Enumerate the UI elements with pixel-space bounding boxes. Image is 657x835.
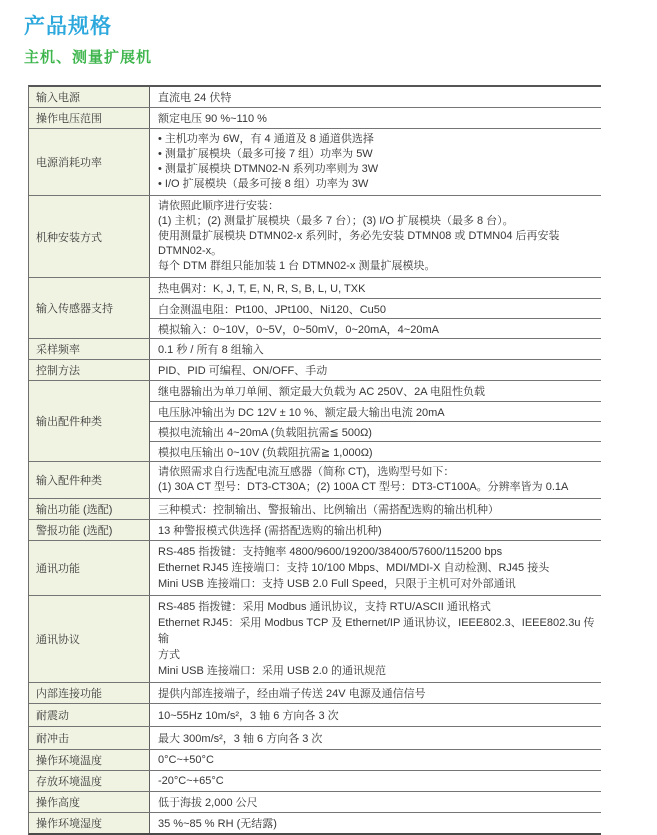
spec-value: 0.1 秒 / 所有 8 组输入 <box>158 344 264 356</box>
page-title: 产品规格 <box>24 15 112 38</box>
table-row-sampling-rate <box>29 338 601 359</box>
spec-value: 0°C~+50°C <box>158 754 214 766</box>
table-row-shock-resistance <box>29 726 601 749</box>
spec-value-line: Ethernet RJ45：采用 Modbus TCP 及 Ethernet/IP 通讯协议，IEEE802.3、IEEE802.3u 传输 <box>158 617 595 645</box>
table-row-operating-temperature <box>29 749 601 770</box>
spec-label: 控制方法 <box>29 360 150 380</box>
table-row-control-method <box>29 359 601 380</box>
spec-value-line: • 测量扩展模块（最多可接 7 组）功率为 5W <box>158 148 373 160</box>
table-row-power-consumption <box>29 128 601 195</box>
spec-value: 35 %~85 % RH (无结露) <box>158 818 277 830</box>
spec-label: 耐冲击 <box>29 727 150 749</box>
spec-value <box>150 596 601 682</box>
spec-label: 输入传感器支持 <box>29 278 150 338</box>
spec-value-line: 方式 <box>158 649 180 661</box>
table-row-input-accessories <box>29 461 601 498</box>
spec-value-line: 每个 DTM 群组只能加装 1 台 DTMN02-x 测量扩展模块。 <box>158 260 436 272</box>
spec-value-line: 请依照此顺序进行安装： <box>158 200 279 212</box>
spec-value: PID、PID 可编程、ON/OFF、手动 <box>158 365 328 377</box>
spec-value-line: 请依照需求自行选配电流互感器（简称 CT)，选购型号如下： <box>158 466 455 478</box>
spec-value-line: (1) 主机；(2) 测量扩展模块（最多 7 台）；(3) I/O 扩展模块（最多 8 台）。 <box>158 215 514 227</box>
table-row-communication-protocol <box>29 595 601 682</box>
spec-value: 10~55Hz 10m/s²，3 轴 6 方向各 3 次 <box>158 710 339 722</box>
table-row-operating-humidity <box>29 812 601 833</box>
spec-subrow: 电压脉冲输出为 DC 12V ± 10 %、额定最大输出电流 20mA <box>150 401 601 421</box>
spec-label: 操作环境温度 <box>29 750 150 770</box>
spec-value <box>150 381 601 461</box>
spec-value-line: 使用测量扩展模块 DTMN02-x 系列时，务必先安装 DTMN08 或 DTMN04 后再安装 <box>158 230 560 242</box>
spec-label: 输入配件种类 <box>29 462 150 498</box>
spec-value-line: RS-485 指拨键：采用 Modbus 通讯协议，支持 RTU/ASCII 通讯格式 <box>158 601 491 613</box>
spec-subrow: 模拟电流输出 4~20mA (负载阻抗需≦ 500Ω) <box>150 421 601 441</box>
spec-subrow: 继电器输出为单刀单闸、额定最大负载为 AC 250V、2A 电阻性负载 <box>158 386 485 398</box>
table-row-input-sensors <box>29 277 601 338</box>
table-row-installation <box>29 195 601 277</box>
spec-label: 操作高度 <box>29 792 150 812</box>
spec-value-line: Mini USB 连接端口：采用 USB 2.0 的通讯规范 <box>158 665 386 677</box>
table-row-input-power <box>29 87 601 107</box>
table-row-output-accessories <box>29 380 601 461</box>
spec-table <box>28 85 601 835</box>
table-row-communication-function <box>29 540 601 595</box>
spec-value <box>150 278 601 338</box>
table-row-voltage-range <box>29 107 601 128</box>
table-row-output-function <box>29 498 601 519</box>
spec-value: 13 种警报模式供选择 (需搭配选购的输出机种) <box>158 525 382 537</box>
spec-label: 操作电压范围 <box>29 108 150 128</box>
spec-value: -20°C~+65°C <box>158 775 224 787</box>
spec-label: 通讯功能 <box>29 541 150 595</box>
spec-value: 提供内部连接端子，经由端子传送 24V 电源及通信信号 <box>158 688 426 700</box>
spec-value: 低于海拔 2,000 公尺 <box>158 797 258 809</box>
spec-label: 输出功能 (选配) <box>29 499 150 519</box>
spec-subrow: 白金测温电阻：Pt100、JPt100、Ni120、Cu50 <box>150 298 601 318</box>
spec-label: 警报功能 (选配) <box>29 520 150 540</box>
section-subtitle: 主机、测量扩展机 <box>24 49 153 66</box>
table-row-internal-connection <box>29 682 601 703</box>
spec-label: 操作环境湿度 <box>29 813 150 833</box>
spec-value-line: RS-485 指拨键：支持鲍率 4800/9600/19200/38400/57600/115200 bps <box>158 546 503 558</box>
spec-value <box>150 129 601 195</box>
spec-label: 耐震动 <box>29 704 150 726</box>
spec-label: 存放环境温度 <box>29 771 150 791</box>
spec-value: 三种模式：控制输出、警报输出、比例输出（需搭配选购的输出机种） <box>158 504 499 516</box>
table-row-vibration-resistance <box>29 703 601 726</box>
table-row-storage-temperature <box>29 770 601 791</box>
spec-value: 额定电压 90 %~110 % <box>158 113 267 125</box>
spec-label: 输出配件种类 <box>29 381 150 461</box>
spec-label: 电源消耗功率 <box>29 129 150 195</box>
spec-label: 机种安装方式 <box>29 196 150 277</box>
spec-value-line: DTMN02-x。 <box>158 245 223 257</box>
spec-subrow: 热电偶对：K, J, T, E, N, R, S, B, L, U, TXK <box>158 283 366 295</box>
spec-label: 内部连接功能 <box>29 683 150 703</box>
spec-value-line: (1) 30A CT 型号：DT3-CT30A；(2) 100A CT 型号：DT3-CT100A。分辨率皆为 0.1A <box>158 481 569 493</box>
spec-value-line: Mini USB 连接端口：支持 USB 2.0 Full Speed，只限于主机可对外部通讯 <box>158 578 516 590</box>
spec-label: 采样频率 <box>29 339 150 359</box>
spec-subrow: 模拟电压输出 0~10V (负载阻抗需≧ 1,000Ω) <box>150 441 601 461</box>
spec-value-line: Ethernet RJ45 连接端口：支持 10/100 Mbps、MDI/MDI-X 自动检测、RJ45 接头 <box>158 562 550 574</box>
spec-label: 通讯协议 <box>29 596 150 682</box>
spec-value <box>150 196 601 277</box>
spec-value <box>150 462 601 498</box>
table-row-operating-altitude <box>29 791 601 812</box>
spec-subrow: 模拟输入：0~10V，0~5V，0~50mV，0~20mA，4~20mA <box>150 318 601 338</box>
spec-value-line: • 主机功率为 6W，有 4 通道及 8 通道供选择 <box>158 133 374 145</box>
spec-value: 最大 300m/s²，3 轴 6 方向各 3 次 <box>158 733 323 745</box>
spec-value-line: • 测量扩展模块 DTMN02-N 系列功率则为 3W <box>158 163 379 175</box>
spec-label: 输入电源 <box>29 87 150 107</box>
spec-value <box>150 541 601 595</box>
table-row-alarm-function <box>29 519 601 540</box>
spec-value: 直流电 24 伏特 <box>158 92 232 104</box>
spec-value-line: • I/O 扩展模块（最多可接 8 组）功率为 3W <box>158 178 369 190</box>
